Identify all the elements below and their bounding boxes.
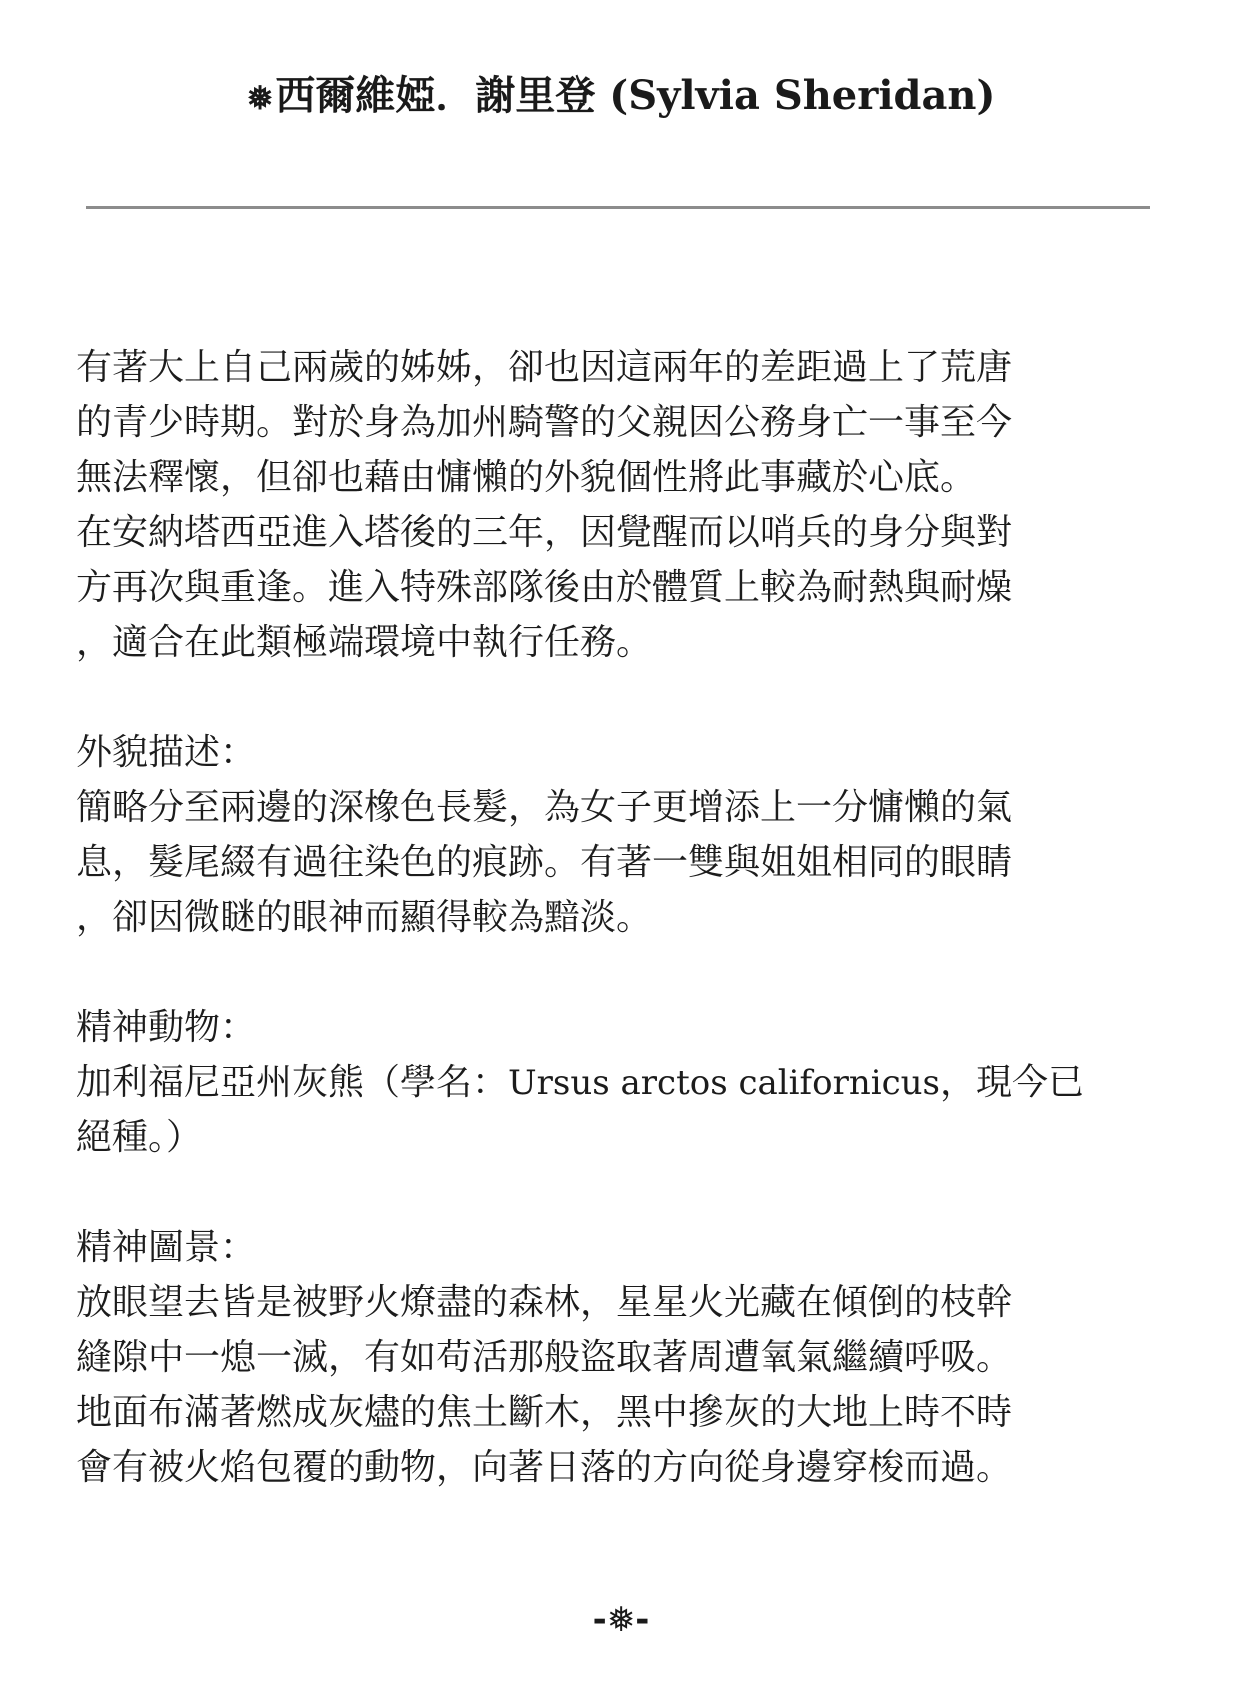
spirit-animal-suffix: ，現今已 — [940, 1062, 1085, 1103]
paragraph-gap — [76, 945, 1186, 1000]
appearance-line: 息，髮尾綴有過往染色的痕跡。有著一雙與姐姐相同的眼睛 — [76, 842, 1013, 883]
scientific-name: Ursus arctos californicus — [508, 1063, 941, 1103]
page-title — [0, 68, 1242, 126]
appearance-line: ，卻因微瞇的眼神而顯得較為黯淡。 — [76, 897, 653, 938]
paragraph-gap — [76, 1165, 1186, 1220]
appearance-line: 簡略分至兩邊的深橡色長髮，為女子更增添上一分慵懶的氣 — [76, 787, 1013, 828]
bio-line: 有著大上自己兩歲的姊姊，卻也因這兩年的差距過上了荒唐 — [76, 347, 1013, 388]
spirit-animal-prefix: 加利福尼亞州灰熊（學名： — [76, 1062, 509, 1103]
character-name: 西爾維婭．謝里登 (Sylvia Sheridan) — [275, 72, 996, 119]
footer-ornament-icon: -❅- — [592, 1600, 650, 1640]
spirit-scape-line: 放眼望去皆是被野火燎盡的森林，星星火光藏在傾倒的枝幹 — [76, 1282, 1013, 1323]
bio-line: ，適合在此類極端環境中執行任務。 — [76, 622, 653, 663]
appearance-heading: 外貌描述： — [76, 732, 257, 773]
title-divider — [86, 206, 1150, 209]
bio-line: 的青少時期。對於身為加州騎警的父親因公務身亡一事至今 — [76, 402, 1013, 443]
spirit-scape-line: 地面布滿著燃成灰燼的焦土斷木，黑中摻灰的大地上時不時 — [76, 1392, 1013, 1433]
spirit-animal-heading: 精神動物： — [76, 1007, 257, 1048]
snowflake-icon: ❅ — [246, 79, 274, 117]
spirit-animal-line: 絕種。） — [76, 1117, 203, 1158]
paragraph-gap — [76, 670, 1186, 725]
bio-line: 無法釋懷，但卻也藉由慵懶的外貌個性將此事藏於心底。 — [76, 457, 977, 498]
bio-line: 在安納塔西亞進入塔後的三年，因覺醒而以哨兵的身分與對 — [76, 512, 1013, 553]
spirit-scape-line: 會有被火焰包覆的動物，向著日落的方向從身邊穿梭而過。 — [76, 1447, 1013, 1488]
bio-line: 方再次與重逢。進入特殊部隊後由於體質上較為耐熱與耐燥 — [76, 567, 1013, 608]
spirit-scape-line: 縫隙中一熄一滅，有如苟活那般盜取著周遭氧氣繼續呼吸。 — [76, 1337, 1013, 1378]
profile-body — [76, 340, 1186, 1495]
spirit-scape-heading: 精神圖景： — [76, 1227, 257, 1268]
spirit-animal-line — [76, 1055, 1186, 1110]
